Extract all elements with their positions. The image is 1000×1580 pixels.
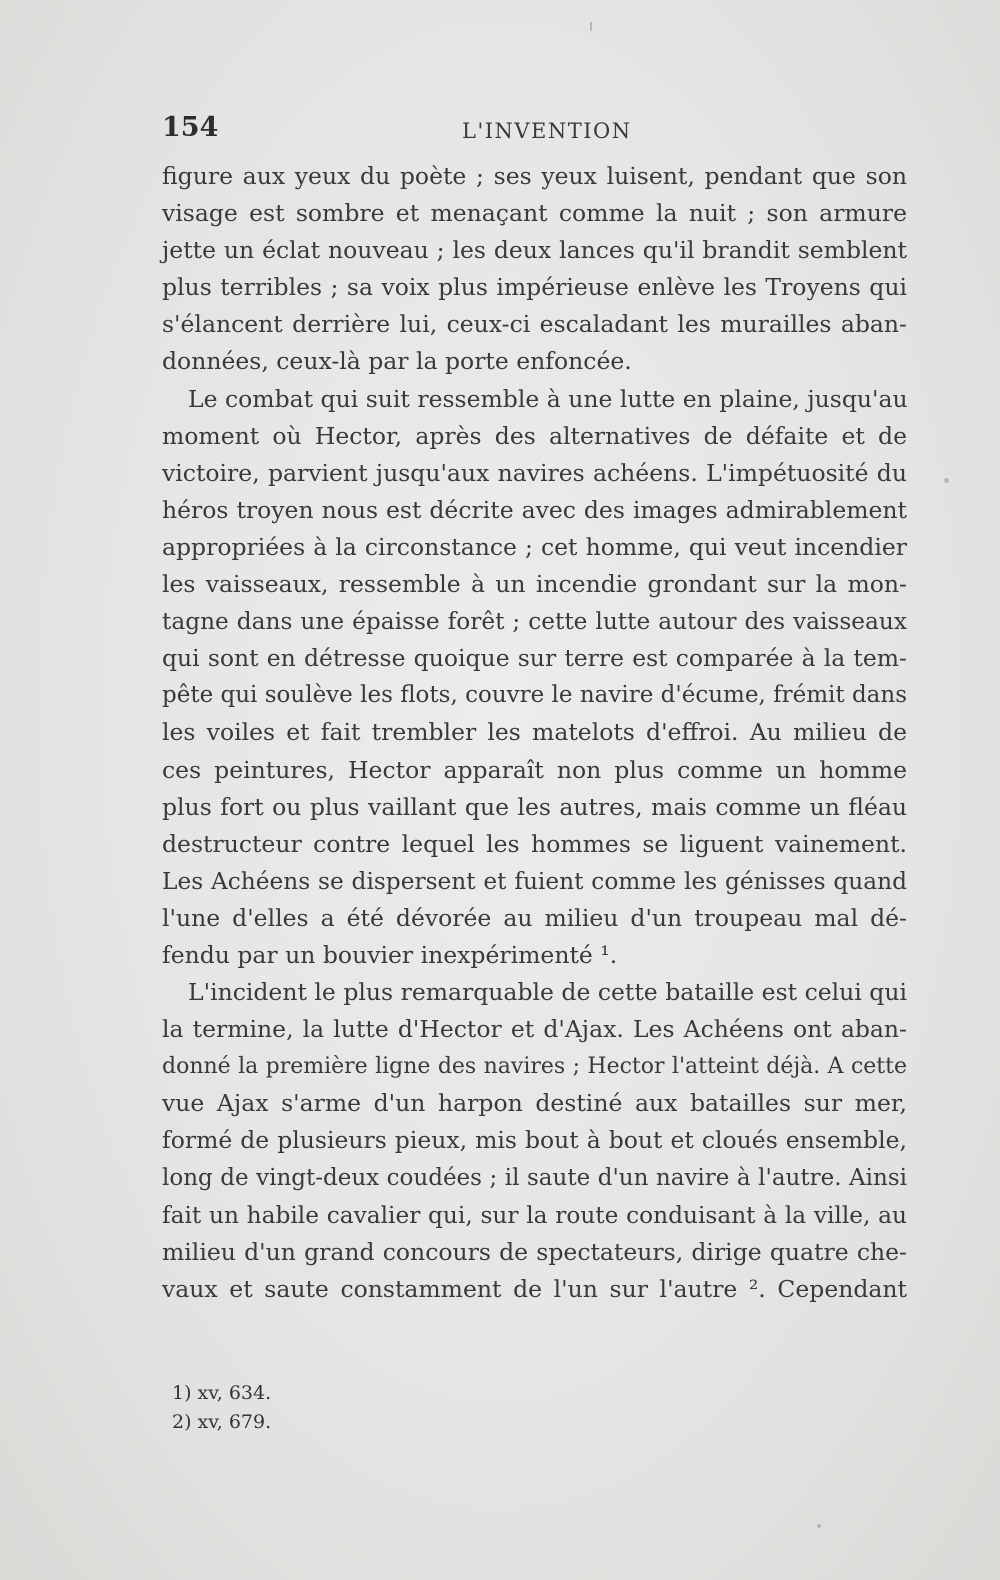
text-line: pête qui soulève les flots, couvre le navire d'écume, frémit dans [162,682,907,709]
text-line: L'incident le plus remarquable de cette bataille est celui qui [188,978,907,1007]
text-line: fendu par un bouvier inexpérimenté ¹. [162,940,618,969]
text-line: jette un éclat nouveau ; les deux lances qu'il brandit semblent [162,236,907,265]
text-line: tagne dans une épaisse forêt ; cette lutte autour des vaisseaux [162,608,907,636]
body-text [162,158,907,1308]
running-head [162,112,907,152]
text-line: l'une d'elles a été dévorée au milieu d'un troupeau mal dé- [162,903,907,932]
footnote: 2) xv, 679. [172,1411,272,1433]
text-line: s'élancent derrière lui, ceux-ci escaladant les murailles aban- [162,310,907,339]
text-line: plus terribles ; sa voix plus impérieuse enlève les Troyens qui [162,273,907,302]
text-line: plus fort ou plus vaillant que les autres, mais comme un fléau [162,792,907,821]
running-title: L'INVENTION [462,119,632,143]
paper-speck [817,1524,821,1528]
text-line: figure aux yeux du poète ; ses yeux luisent, pendant que son [162,162,907,190]
text-line: fait un habile cavalier qui, sur la route conduisant à la ville, au [162,1201,907,1229]
text-line: moment où Hector, après des alternatives de défaite et de [162,421,907,450]
footnote: 1) xv, 634. [172,1382,272,1404]
text-line: la termine, la lutte d'Hector et d'Ajax. Les Achéens ont aban- [162,1015,907,1044]
text-line: destructeur contre lequel les hommes se liguent vainement. [162,829,907,858]
text-line: Le combat qui suit ressemble à une lutte en plaine, jusqu'au [188,384,908,413]
text-line: formé de plusieurs pieux, mis bout à bout et cloués ensemble, [162,1126,907,1155]
text-line: victoire, parvient jusqu'aux navires achéens. L'impétuosité du [162,458,907,487]
page-number: 154 [162,112,219,143]
footnotes [172,1379,271,1437]
paper-speck [590,22,592,31]
text-line: vaux et saute constamment de l'un sur l'autre ². Cependant [162,1274,907,1303]
text-line: héros troyen nous est décrite avec des images admirablement [162,495,907,524]
text-line: Les Achéens se dispersent et fuient comme les génisses quand [162,867,907,895]
text-line: données, ceux-là par la porte enfoncée. [162,347,632,376]
text-line: appropriées à la circonstance ; cet homme, qui veut incendier [162,532,907,561]
text-line: les vaisseaux, ressemble à un incendie grondant sur la mon- [162,570,907,599]
text-line: donné la première ligne des navires ; Hector l'atteint déjà. A cette [162,1054,907,1080]
text-line: les voiles et fait trembler les matelots d'effroi. Au milieu de [162,718,907,747]
text-line: long de vingt-deux coudées ; il saute d'un navire à l'autre. Ainsi [162,1164,907,1191]
text-line: ces peintures, Hector apparaît non plus comme un homme [162,755,907,784]
text-line: vue Ajax s'arme d'un harpon destiné aux batailles sur mer, [162,1089,907,1118]
paper-speck [944,478,949,483]
text-line: milieu d'un grand concours de spectateurs, dirige quatre che- [162,1237,907,1266]
text-line: visage est sombre et menaçant comme la nuit ; son armure [162,199,907,228]
text-line: qui sont en détresse quoique sur terre est comparée à la tem- [162,644,907,673]
